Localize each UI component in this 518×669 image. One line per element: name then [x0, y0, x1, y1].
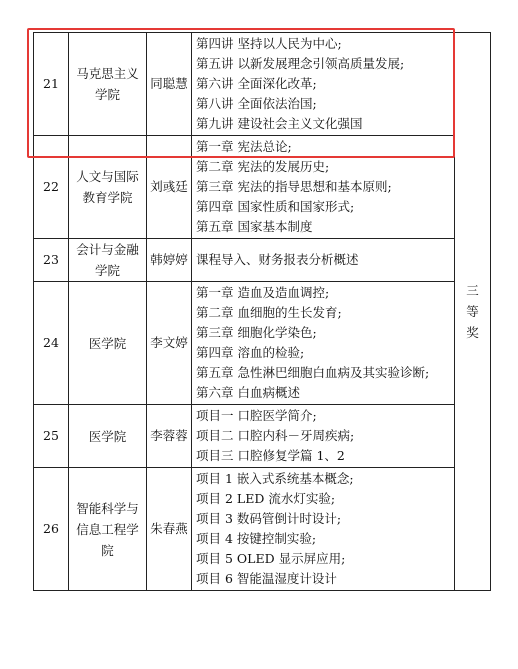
topic-line: 第二章 血细胞的生长发育; — [196, 305, 342, 320]
college-cell — [69, 468, 147, 591]
topic-line: 项目 1 嵌入式系统基本概念; — [196, 471, 354, 486]
table-row — [34, 33, 491, 136]
teacher-name: 李文婷 — [147, 282, 192, 405]
prize-char: 三 — [466, 283, 479, 298]
topic-line: 第四章 溶血的检验; — [196, 345, 305, 360]
topic-line: 项目二 口腔内科－牙周疾病; — [196, 428, 355, 443]
topics-cell — [192, 468, 455, 591]
college-name: 人文与国际教育学院 — [76, 169, 139, 205]
row-number: 21 — [34, 33, 69, 136]
college-name: 医学院 — [88, 428, 127, 444]
teacher-name: 刘彧廷 — [147, 136, 192, 239]
college-cell — [69, 33, 147, 136]
college-cell — [69, 239, 147, 282]
row-number: 22 — [34, 136, 69, 239]
award-table — [33, 32, 491, 591]
topic-line: 第二章 宪法的发展历史; — [196, 159, 330, 174]
college-name: 智能科学与信息工程学院 — [76, 500, 139, 558]
topic-line: 第一章 造血及造血调控; — [196, 285, 330, 300]
row-number: 26 — [34, 468, 69, 591]
topic-line: 项目 3 数码管倒计时设计; — [196, 511, 342, 526]
topics-cell — [192, 33, 455, 136]
topic-line: 第四章 国家性质和国家形式; — [196, 199, 355, 214]
prize-cell — [455, 33, 491, 591]
topic-line: 第八讲 全面依法治国; — [196, 96, 317, 111]
teacher-name: 朱春燕 — [147, 468, 192, 591]
table-row — [34, 136, 491, 239]
topic-line: 第六章 白血病概述 — [196, 385, 300, 400]
topic-line: 项目 5 OLED 显示屏应用; — [196, 551, 346, 566]
topic-line: 第五章 急性淋巴细胞白血病及其实验诊断; — [196, 365, 430, 380]
topic-line: 第九讲 建设社会主义文化强国 — [196, 116, 363, 131]
table-row — [34, 405, 491, 468]
college-cell — [69, 405, 147, 468]
prize-char: 等 — [466, 304, 479, 319]
row-number: 25 — [34, 405, 69, 468]
topic-line: 项目一 口腔医学简介; — [196, 408, 317, 423]
topic-line: 第六讲 全面深化改革; — [196, 76, 317, 91]
topic-line: 项目 2 LED 流水灯实验; — [196, 491, 336, 506]
row-number: 24 — [34, 282, 69, 405]
table-row — [34, 239, 491, 282]
teacher-name: 韩婷婷 — [147, 239, 192, 282]
row-number: 23 — [34, 239, 69, 282]
topics-cell — [192, 136, 455, 239]
topic-line: 课程导入、财务报表分析概述 — [196, 252, 359, 267]
topics-cell — [192, 282, 455, 405]
topics-cell — [192, 239, 455, 282]
topic-line: 第三章 宪法的指导思想和基本原则; — [196, 179, 392, 194]
college-cell — [69, 282, 147, 405]
college-name: 会计与金融学院 — [76, 242, 139, 278]
topics-cell — [192, 405, 455, 468]
prize-char: 奖 — [466, 325, 479, 340]
topic-line: 第五章 国家基本制度 — [196, 219, 313, 234]
topic-line: 项目 4 按键控制实验; — [196, 531, 317, 546]
college-name: 医学院 — [88, 335, 127, 351]
topic-line: 项目 6 智能温湿度计设计 — [196, 571, 337, 586]
college-cell — [69, 136, 147, 239]
topic-line: 第三章 细胞化学染色; — [196, 325, 317, 340]
teacher-name: 李蓉蓉 — [147, 405, 192, 468]
table-row — [34, 468, 491, 591]
topic-line: 第一章 宪法总论; — [196, 139, 292, 154]
teacher-name: 同聪慧 — [147, 33, 192, 136]
topic-line: 项目三 口腔修复学篇 1、2 — [196, 448, 345, 463]
topic-line: 第四讲 坚持以人民为中心; — [196, 36, 342, 51]
table-row — [34, 282, 491, 405]
college-name: 马克思主义学院 — [76, 66, 139, 102]
topic-line: 第五讲 以新发展理念引领高质量发展; — [196, 56, 405, 71]
